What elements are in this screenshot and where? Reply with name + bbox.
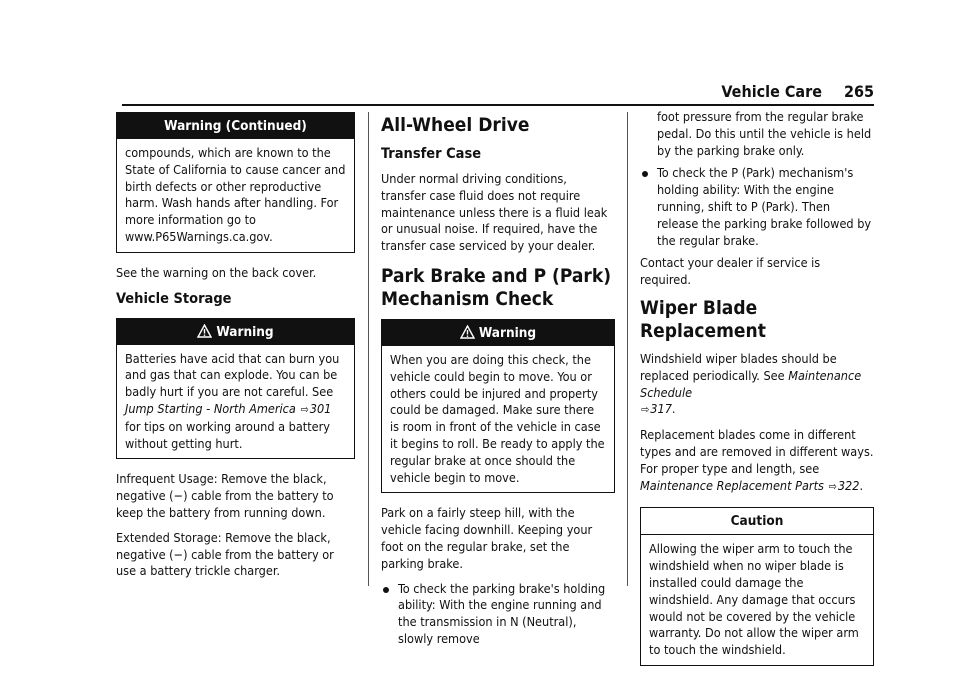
list-item-continued <box>640 109 874 159</box>
column-1 <box>116 112 355 588</box>
battery-warning-header <box>117 319 354 345</box>
bullet-icon <box>642 171 648 177</box>
battery-warning-text-a: Batteries have acid that can burn you and gas that can explode. You can be badly hurt if you are not careful. See <box>125 350 340 400</box>
page-ref-icon: ⇨ <box>641 403 650 417</box>
page-ref-icon: ⇨ <box>300 402 309 416</box>
header-rule <box>122 104 874 106</box>
park-warning-box <box>381 319 615 493</box>
column-3 <box>640 109 874 678</box>
park-text: Park on a fairly steep hill, with the vehicle facing downhill. Keeping your foot on the regular brake, set the parking brake. <box>381 505 593 571</box>
page-header <box>122 82 874 102</box>
see-warning-text: See the warning on the back cover. <box>116 264 317 280</box>
awd-heading: All-Wheel Drive <box>381 114 530 136</box>
maintenance-schedule-page[interactable]: 317 <box>650 401 672 417</box>
warning-triangle-icon <box>197 324 212 338</box>
extended-storage-text: Extended Storage: Remove the black, negative (−) cable from the battery or use a battery trickle charger. <box>116 529 334 579</box>
caution-title: Caution <box>641 508 873 535</box>
list-item <box>381 581 615 648</box>
bullet-parking-brake-text-cont: foot pressure from the regular brake pedal. Do this until the vehicle is held by the parking brake only. <box>657 109 872 158</box>
column-divider <box>627 112 628 586</box>
replacement-parts-link[interactable]: Maintenance Replacement Parts <box>640 477 824 493</box>
bullet-icon <box>383 587 389 593</box>
list-item <box>640 165 874 249</box>
jump-starting-link[interactable]: Jump Starting - North America <box>125 400 296 416</box>
battery-warning-box <box>116 318 355 460</box>
warning-triangle-icon <box>460 325 475 339</box>
park-warning-title: Warning <box>478 324 537 341</box>
battery-warning-text-b: for tips on working around a battery without getting hurt. <box>125 418 330 451</box>
warning-continued-text: compounds, which are known to the State of California to cause cancer and birth defects or other reproductive harm. Wash hands after handling. For more information go to www.P65Warnings.ca.gov. <box>125 145 346 244</box>
transfer-case-text: Under normal driving conditions, transfer case fluid does not require maintenance unless there is a fluid leak or unusual noise. If required, have the transfer case serviced by your dealer. <box>381 171 608 254</box>
replacement-text: Replacement blades come in different types and are removed in different ways. For proper type and length, see Maintenance Replacement Parts ⇨322. <box>640 427 874 493</box>
warning-continued-box <box>116 112 355 253</box>
column-2 <box>381 112 615 654</box>
vehicle-storage-heading: Vehicle Storage <box>116 290 232 307</box>
transfer-case-heading: Transfer Case <box>381 146 482 162</box>
bullet-parking-brake-text: To check the parking brake's holding ability: With the engine running and the transmission in N (Neutral), slowly remove <box>398 580 606 646</box>
page-ref-icon: ⇨ <box>828 479 837 493</box>
page-number: 265 <box>843 82 874 101</box>
park-brake-heading: Park Brake and P (Park) Mechanism Check <box>381 264 612 310</box>
battery-warning-title: Warning <box>216 323 274 340</box>
caution-text: Allowing the wiper arm to touch the windshield when no wiper blade is installed could damage the windshield. Any damage that occurs would not be covered by the vehicle warranty. Do not allow the wiper arm to touch the windshield. <box>649 541 859 658</box>
column-divider <box>368 112 369 586</box>
caution-box <box>640 507 874 666</box>
wiper-heading: Wiper Blade Replacement <box>640 296 766 342</box>
maintenance-schedule-link[interactable]: Maintenance Schedule <box>640 367 862 400</box>
battery-warning-text <box>125 351 346 453</box>
wiper-text: Windshield wiper blades should be replaced periodically. See Maintenance Schedule ⇨317. <box>640 350 862 417</box>
contact-dealer-text: Contact your dealer if service is required. <box>640 255 821 288</box>
park-warning-header <box>382 320 614 346</box>
replacement-parts-page[interactable]: 322 <box>837 477 860 493</box>
park-warning-text: When you are doing this check, the vehicle could begin to move. You or others could be injured and property could be damaged. Make sure there is room in front of the vehicle in case it begins to roll. Be ready to apply the regular brake at once should the vehicle begin to move. <box>390 351 605 485</box>
replacement-text-a: Replacement blades come in different types and are removed in different ways. For proper type and length, see <box>640 427 874 476</box>
bullet-park-mechanism-text: To check the P (Park) mechanism's holding ability: With the engine running, shift to P (Park). Then release the parking brake followed by the regular brake. <box>657 165 872 248</box>
infrequent-usage-text: Infrequent Usage: Remove the black, negative (−) cable from the battery to keep the battery from running down. <box>116 471 334 520</box>
wiper-text-a: Windshield wiper blades should be replaced periodically. See <box>640 350 837 383</box>
warning-continued-title: Warning (Continued) <box>117 113 354 139</box>
jump-starting-page[interactable]: 301 <box>309 400 332 416</box>
section-title: Vehicle Care <box>721 82 822 101</box>
